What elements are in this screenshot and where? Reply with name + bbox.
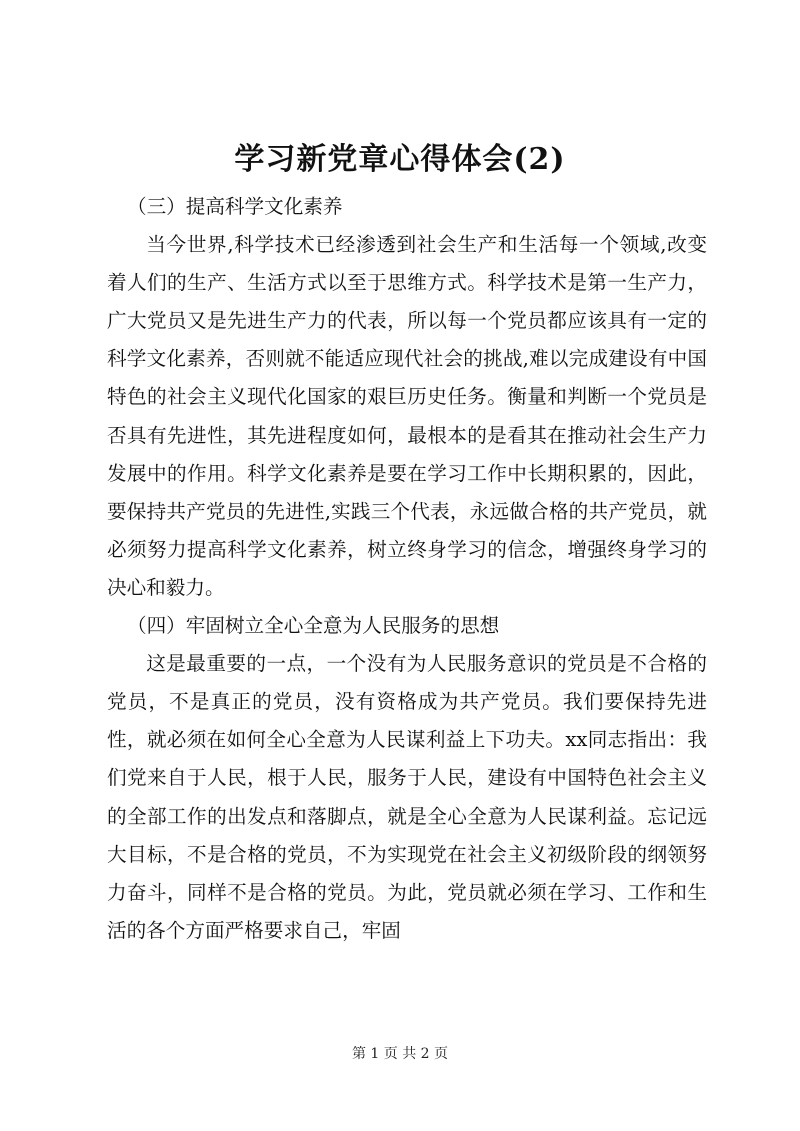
section-paragraph-3: 当今世界,科学技术已经渗透到社会生产和生活每一个领域,改变着人们的生产、生活方式以至于思维方式。科学技术是第一生产力，广大党员又是先进生产力的代表，所以每一个党员都应该具有一定的科学文化素养，否则就不能适应现代社会的挑战,难以完成建设有中国特色的社会主义现代化国家的艰巨历史任务。衡量和判断一个党员是否具有先进性，其先进程度如何，最根本的是看其在推动社会生产力发展中的作用。科学文化素养是要在学习工作中长期积累的，因此，要保持共产党员的先进性,实践三个代表，永远做合格的共产党员，就必须努力提高科学文化素养，树立终身学习的信念，增强终身学习的决心和毅力。 xyxy=(107,233,707,599)
page-number: 第 1 页 共 2 页 xyxy=(351,1046,449,1062)
section-paragraph-4: 这是最重要的一点，一个没有为人民服务意识的党员是不合格的党员，不是真正的党员，没有资格成为共产党员。我们要保持先进性，就必须在如何全心全意为人民谋利益上下功夫。xx同志指出：我们党来自于人民，根于人民，服务于人民，建设有中国特色社会主义的全部工作的出发点和落脚点，就是全心全意为人民谋利益。忘记远大目标，不是合格的党员，不为实现党在社会主义初级阶段的纲领努力奋斗，同样不是合格的党员。为此，党员就必须在学习、工作和生活的各个方面严格要求自己，牢固 xyxy=(107,652,707,942)
document-body xyxy=(107,188,707,950)
document-title: 学习新党章心得体会(2) xyxy=(234,142,566,177)
section-heading-4: （四）牢固树立全心全意为人民服务的思想 xyxy=(127,614,500,638)
section-heading-3: （三）提高科学文化素养 xyxy=(127,195,343,218)
